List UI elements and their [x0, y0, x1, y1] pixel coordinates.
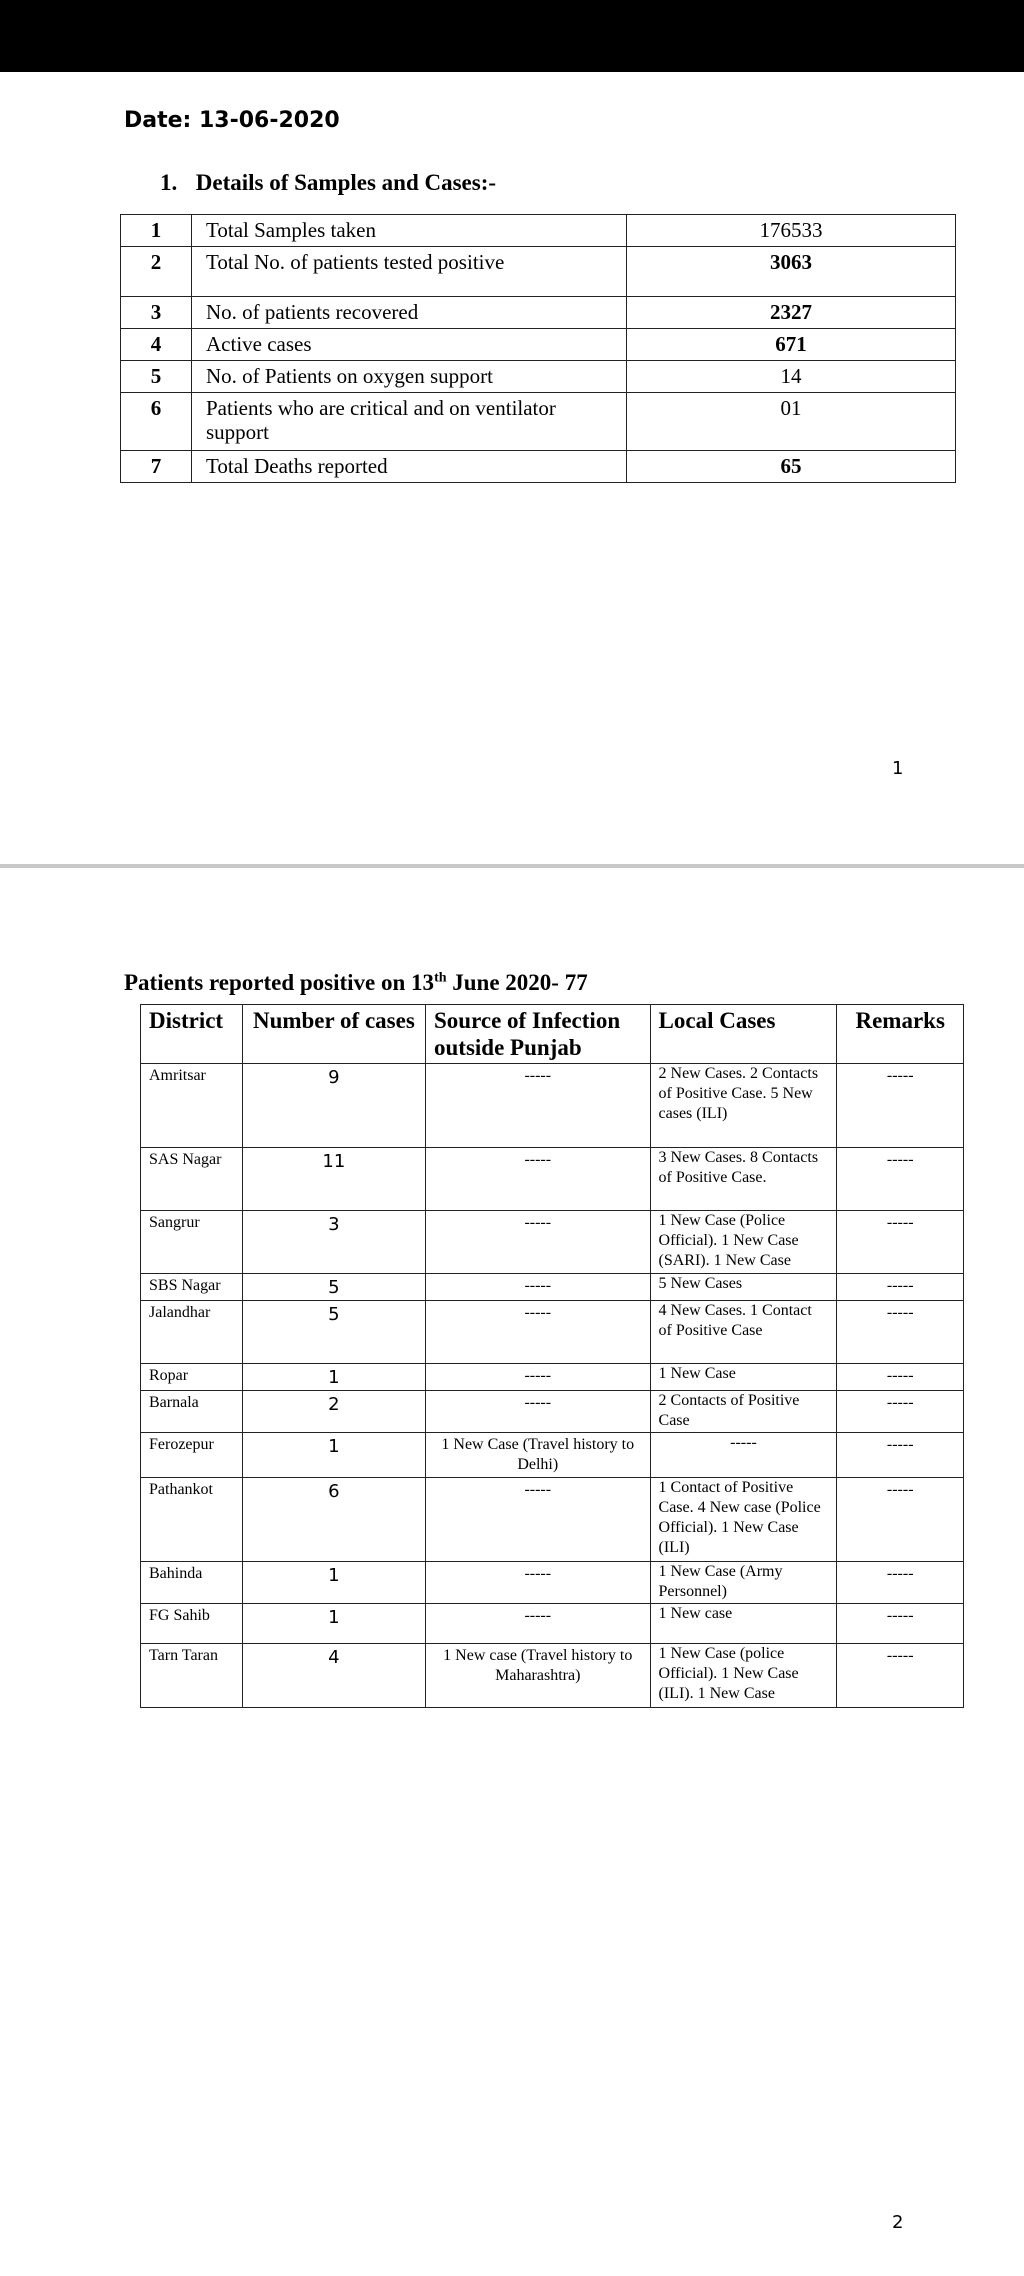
cases-cell: 4 [242, 1644, 425, 1708]
local-cases-cell: 4 New Cases. 1 Contact of Positive Case [650, 1301, 837, 1364]
local-cases-cell: 1 New case [650, 1604, 837, 1644]
header-district: District [141, 1005, 243, 1064]
district-cell: Tarn Taran [141, 1644, 243, 1708]
page-number-2: 2 [892, 2212, 904, 2233]
source-cell: ----- [426, 1391, 651, 1433]
source-cell: ----- [426, 1211, 651, 1274]
district-cell: SAS Nagar [141, 1148, 243, 1211]
cases-cell: 5 [242, 1301, 425, 1364]
section-title-text: Details of Samples and Cases:- [195, 170, 497, 195]
table-row [141, 1391, 964, 1433]
remarks-cell: ----- [837, 1562, 964, 1604]
top-black-bar [0, 0, 1024, 72]
row-serial: 1 [121, 215, 192, 247]
table-row [141, 1478, 964, 1562]
source-cell: ----- [426, 1148, 651, 1211]
remarks-cell: ----- [837, 1364, 964, 1391]
cases-cell: 5 [242, 1274, 425, 1301]
source-cell: ----- [426, 1301, 651, 1364]
source-cell: 1 New case (Travel history to Maharashtra) [426, 1644, 651, 1708]
remarks-cell: ----- [837, 1064, 964, 1148]
remarks-cell: ----- [837, 1478, 964, 1562]
row-label: Total Samples taken [192, 215, 627, 247]
heading-superscript: th [434, 970, 447, 986]
table-row [121, 247, 956, 297]
table-row [121, 393, 956, 451]
local-cases-cell: 1 New Case (police Official). 1 New Case (ILI). 1 New Case [650, 1644, 837, 1708]
remarks-cell: ----- [837, 1391, 964, 1433]
cases-cell: 1 [242, 1433, 425, 1478]
samples-cases-table [120, 214, 956, 483]
row-label: Patients who are critical and on ventilator support [192, 393, 627, 451]
header-source: Source of Infection outside Punjab [426, 1005, 651, 1064]
local-cases-cell: 1 New Case (Army Personnel) [650, 1562, 837, 1604]
section-title [160, 170, 496, 196]
row-serial: 4 [121, 329, 192, 361]
section-number: 1. [160, 170, 178, 195]
row-value: 176533 [627, 215, 956, 247]
remarks-cell: ----- [837, 1211, 964, 1274]
page-divider [0, 864, 1024, 868]
row-label: Active cases [192, 329, 627, 361]
district-cell: Ferozepur [141, 1433, 243, 1478]
district-cell: Sangrur [141, 1211, 243, 1274]
local-cases-cell: 1 New Case (Police Official). 1 New Case (SARI). 1 New Case [650, 1211, 837, 1274]
local-cases-cell: 2 New Cases. 2 Contacts of Positive Case. 5 New cases (ILI) [650, 1064, 837, 1148]
local-cases-cell: 3 New Cases. 8 Contacts of Positive Case. [650, 1148, 837, 1211]
source-cell: ----- [426, 1562, 651, 1604]
local-cases-cell: 5 New Cases [650, 1274, 837, 1301]
source-cell: 1 New Case (Travel history to Delhi) [426, 1433, 651, 1478]
cases-cell: 1 [242, 1364, 425, 1391]
row-value: 14 [627, 361, 956, 393]
table-row [141, 1562, 964, 1604]
positive-cases-heading [124, 970, 588, 996]
row-serial: 3 [121, 297, 192, 329]
header-local-cases: Local Cases [650, 1005, 837, 1064]
table-row [121, 329, 956, 361]
remarks-cell: ----- [837, 1644, 964, 1708]
row-serial: 6 [121, 393, 192, 451]
district-cell: Pathankot [141, 1478, 243, 1562]
table-row [141, 1211, 964, 1274]
remarks-cell: ----- [837, 1433, 964, 1478]
source-cell: ----- [426, 1364, 651, 1391]
table-row [121, 215, 956, 247]
header-remarks: Remarks [837, 1005, 964, 1064]
table-row [121, 361, 956, 393]
district-cell: FG Sahib [141, 1604, 243, 1644]
district-cell: SBS Nagar [141, 1274, 243, 1301]
local-cases-cell: ----- [650, 1433, 837, 1478]
table-row [141, 1644, 964, 1708]
row-value: 2327 [627, 297, 956, 329]
table-row [141, 1064, 964, 1148]
table-row [121, 297, 956, 329]
table-row [141, 1274, 964, 1301]
local-cases-cell: 2 Contacts of Positive Case [650, 1391, 837, 1433]
local-cases-cell: 1 Contact of Positive Case. 4 New case (Police Official). 1 New Case (ILI) [650, 1478, 837, 1562]
cases-cell: 3 [242, 1211, 425, 1274]
district-cell: Bahinda [141, 1562, 243, 1604]
district-cell: Barnala [141, 1391, 243, 1433]
source-cell: ----- [426, 1604, 651, 1644]
district-cell: Amritsar [141, 1064, 243, 1148]
row-label: Total Deaths reported [192, 451, 627, 483]
cases-cell: 1 [242, 1604, 425, 1644]
row-serial: 7 [121, 451, 192, 483]
row-label: No. of patients recovered [192, 297, 627, 329]
header-number-of-cases: Number of cases [242, 1005, 425, 1064]
row-label: No. of Patients on oxygen support [192, 361, 627, 393]
table-row [141, 1433, 964, 1478]
district-cases-table [140, 1004, 964, 1708]
table-row [141, 1148, 964, 1211]
table-header-row [141, 1005, 964, 1064]
row-serial: 5 [121, 361, 192, 393]
cases-cell: 11 [242, 1148, 425, 1211]
remarks-cell: ----- [837, 1604, 964, 1644]
remarks-cell: ----- [837, 1148, 964, 1211]
district-cell: Ropar [141, 1364, 243, 1391]
row-value: 671 [627, 329, 956, 361]
table-row [141, 1364, 964, 1391]
page-number-1: 1 [892, 758, 904, 779]
table-row [141, 1604, 964, 1644]
remarks-cell: ----- [837, 1301, 964, 1364]
cases-cell: 9 [242, 1064, 425, 1148]
heading-text-end: June 2020- 77 [446, 970, 588, 995]
row-value: 3063 [627, 247, 956, 297]
row-label: Total No. of patients tested positive [192, 247, 627, 297]
source-cell: ----- [426, 1478, 651, 1562]
cases-cell: 1 [242, 1562, 425, 1604]
row-value: 01 [627, 393, 956, 451]
source-cell: ----- [426, 1274, 651, 1301]
table-row [121, 451, 956, 483]
row-value: 65 [627, 451, 956, 483]
table-row [141, 1301, 964, 1364]
district-cell: Jalandhar [141, 1301, 243, 1364]
cases-cell: 6 [242, 1478, 425, 1562]
heading-text: Patients reported positive on 13 [124, 970, 435, 995]
local-cases-cell: 1 New Case [650, 1364, 837, 1391]
cases-cell: 2 [242, 1391, 425, 1433]
remarks-cell: ----- [837, 1274, 964, 1301]
row-serial: 2 [121, 247, 192, 297]
source-cell: ----- [426, 1064, 651, 1148]
report-date: Date: 13-06-2020 [124, 108, 340, 133]
